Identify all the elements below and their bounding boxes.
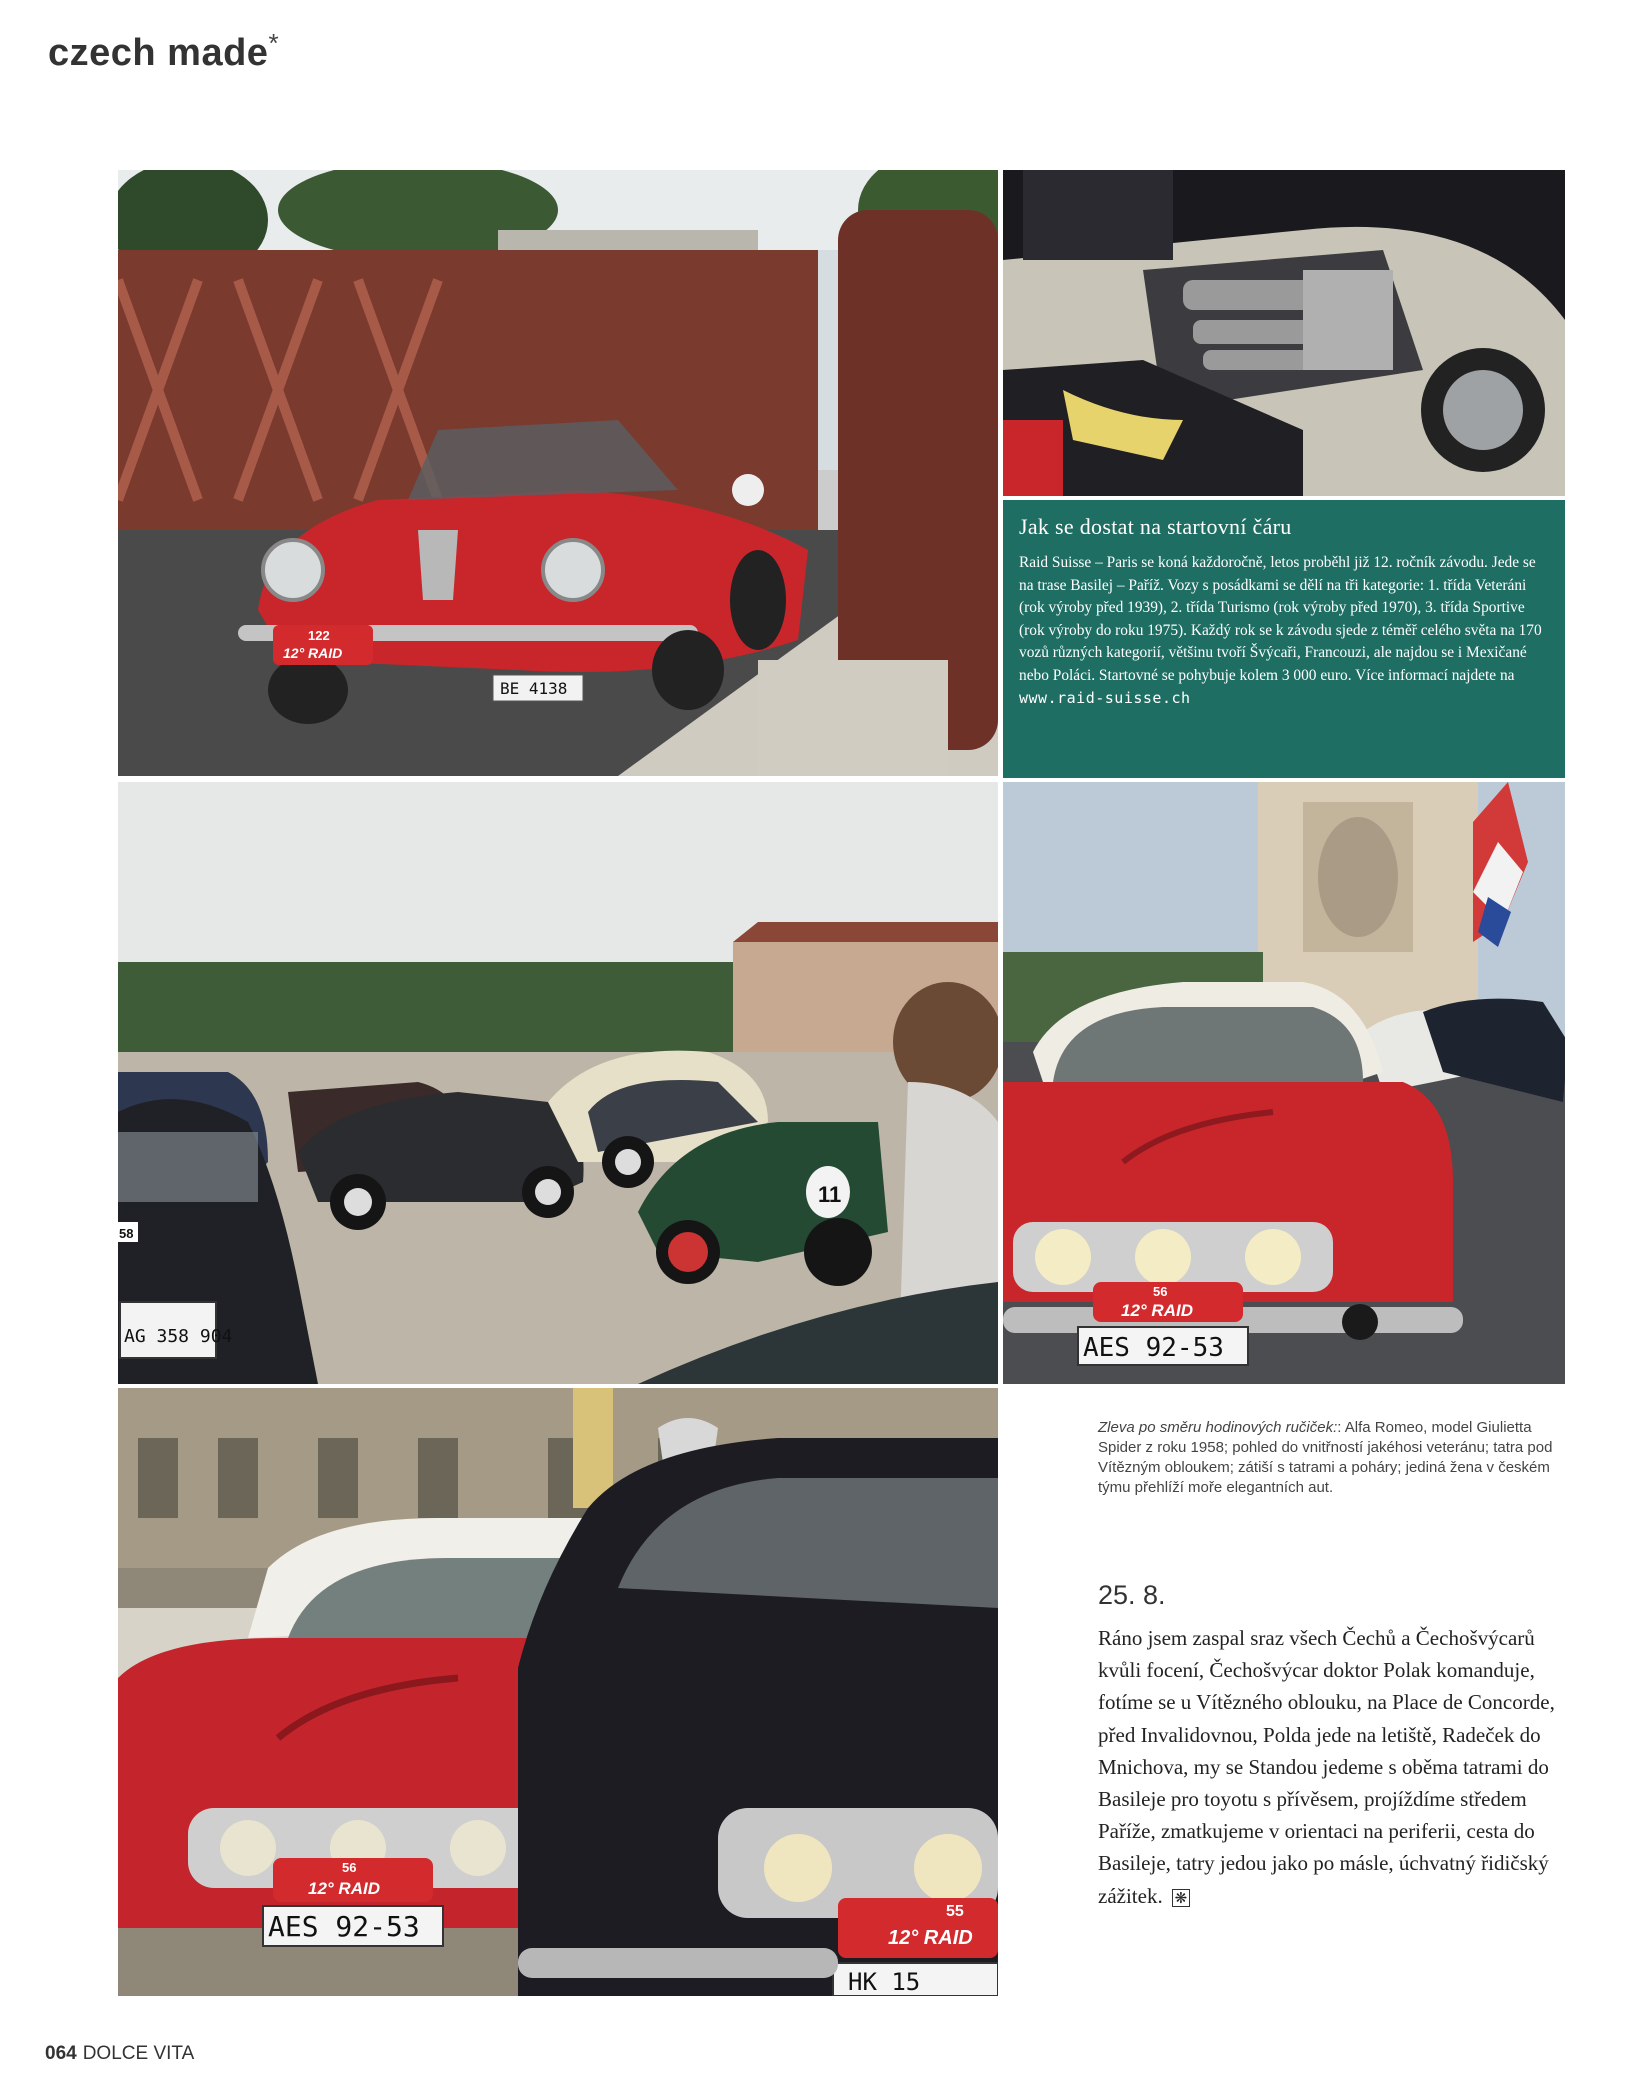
photo-tatras-trophies	[118, 1388, 998, 1996]
diary-date: 25. 8.	[1098, 1580, 1166, 1610]
page-number: 064	[45, 2043, 77, 2064]
caption-lead: Zleva po směru hodinových ručiček:	[1098, 1419, 1338, 1436]
trophies-red-rally-label: 12° RAID	[308, 1879, 380, 1898]
page-footer	[45, 2043, 194, 2065]
info-box-body	[1019, 552, 1549, 711]
magazine-name: DOLCE VITA	[82, 2043, 195, 2064]
parking-plate: AG 358 904	[124, 1326, 233, 1347]
section-title	[48, 28, 280, 75]
diary-text: Ráno jsem zaspal sraz všech Čechů a Čechošvýcarů kvůli focení, Čechošvýcar doktor Polak komanduje, fotíme se u Vítězného oblouku, na Place de Concorde, před Invalidovnou, Polda jede na letiště, Radeček do Mnichova, my se Standou jedeme s oběma tatrami do Basileje pro toyotu s přívěsem, projíždíme středem Paříže, zmatkujeme v orientaci na periferii, cesta do Basileje, tatry jedou jako po másle, úchvatný řidičský zážitek.	[1098, 1626, 1555, 1908]
alfa-rally-label: 12° RAID	[283, 645, 343, 661]
tatra-arch-rally-number: 56	[1153, 1284, 1168, 1299]
alfa-rally-number: 122	[308, 628, 330, 643]
trophies-black-rally-label: 12° RAID	[888, 1927, 973, 1949]
info-box-url: www.raid-suisse.ch	[1019, 689, 1191, 707]
tatra-arch-rally-label: 12° RAID	[1121, 1301, 1193, 1320]
photo-engine	[1003, 170, 1565, 496]
trophies-black-plate: HK 15	[848, 1968, 921, 1996]
trophies-red-rally-number: 56	[342, 1860, 357, 1875]
info-box	[1003, 500, 1565, 778]
info-box-text: Raid Suisse – Paris se koná každoročně, letos proběhl již 12. ročník závodu. Jede se na trase Basilej – Paříž. Vozy s posádkami se dělí na tři kategorie: 1. třída Veteráni (rok výroby před 1939), 2. třída Turismo (rok výroby před 1970), 3. třída Sportive (rok výroby do roku 1975). Každý rok se k závodu sjede z téměř celého světa na 170 vozů různých kategorií, většinu tvoří Švýcaři, Francouzi, ale najdou se i Mexičané nebo Poláci. Startovné se pohybuje kolem 3 000 euro. Více informací najdete na	[1019, 554, 1542, 684]
info-box-title: Jak se dostat na startovní čáru	[1019, 514, 1292, 539]
diary-entry	[1098, 1622, 1568, 1912]
parking-green-car-number: 11	[818, 1182, 842, 1207]
end-mark-icon: ❋	[1172, 1889, 1190, 1907]
trophies-red-plate: AES 92-53	[268, 1910, 420, 1943]
trophies-black-rally-number: 55	[946, 1903, 964, 1920]
caption-text: : Alfa Romeo, model Giulietta Spider z roku 1958; pohled do vnitřností jakéhosi veteránu; tatra pod Vítězným obloukem; zátiší s tatrami a poháry; jediná žena v českém týmu přehlíží moře elegantních aut.	[1098, 1419, 1553, 1496]
photo-alfa-romeo	[118, 170, 998, 776]
alfa-plate: BE 4138	[500, 679, 568, 698]
photo-tatra-arch	[1003, 782, 1565, 1384]
photo-parking-lot	[118, 782, 998, 1384]
section-title-mark: *	[268, 28, 280, 58]
parking-black-car-number: 58	[119, 1226, 134, 1241]
photo-caption	[1098, 1418, 1568, 1498]
section-title-text: czech made	[48, 32, 269, 74]
tatra-arch-plate: AES 92-53	[1083, 1333, 1224, 1363]
